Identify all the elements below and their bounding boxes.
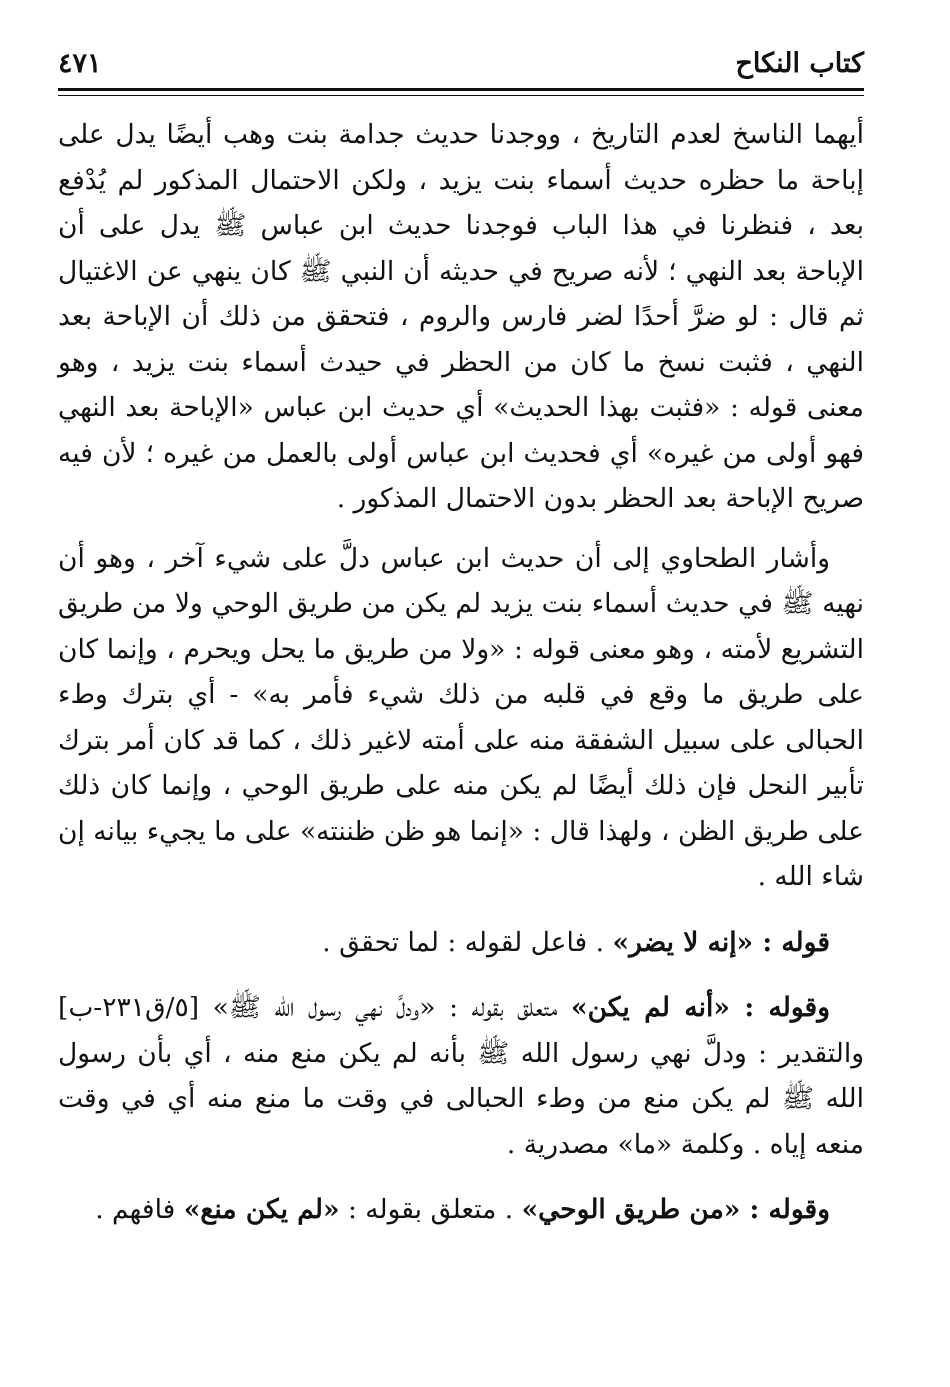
note-3 bbox=[58, 1187, 864, 1233]
paragraph-1: أيهما الناسخ لعدم التاريخ ، ووجدنا حديث جدامة بنت وهب أيضًا يدل على إباحة ما حظره حديث أسماء بنت يزيد ، ولكن الاحتمال المذكور لم يُدْفع بعد ، فنظرنا في هذا الباب فوجدنا حديث ابن عباس ﷺ يدل على أن الإباحة بعد النهي ؛ لأنه صريح في حديثه أن النبي ﷺ كان ينهي عن الاغتيال ثم قال : لو ضرَّ أحدًا لضر فارس والروم ، فتحقق من ذلك أن الإباحة بعد النهي ، فثبت نسخ ما كان من الحظر في حيدث أسماء بنت يزيد ، وهو معنى قوله : «فثبت بهذا الحديث» أي حديث ابن عباس «الإباحة بعد النهي فهو أولى من غيره» أي فحديث ابن عباس أولى بالعمل من غيره ؛ لأن فيه صريح الإباحة بعد الحظر بدون الاحتمال المذكور . bbox=[58, 119, 864, 514]
note-2-text: متعلق بقوله : «ودلَّ نهي رسول الله ﷺ» [٥/ق٢٣١-ب] والتقدير : ودلَّ نهي رسول الله ﷺ بأنه لم يكن منع منه ، أي بأن رسول الله ﷺ لم يكن منع من وطء الحبالى في وقت ما منع منه أي في وقت منعه إياه . وكلمة «ما» مصدرية . bbox=[58, 992, 864, 1160]
note-1-text: . فاعل لقوله : لما تحقق . bbox=[322, 926, 613, 958]
page-number: ٤٧١ bbox=[58, 48, 102, 79]
note-2-lead: وقوله : «أنه لم يكن» bbox=[571, 992, 830, 1023]
note-1 bbox=[58, 920, 864, 966]
note-3-lead: وقوله : «من طريق الوحي» bbox=[521, 1194, 830, 1225]
chapter-title: كتاب النكاح bbox=[735, 48, 864, 79]
header-rule-thin bbox=[58, 95, 864, 96]
page-header bbox=[58, 42, 864, 84]
note-2 bbox=[58, 985, 864, 1167]
header-rule-thick bbox=[58, 88, 864, 91]
note-3-tail: فافهم . bbox=[95, 1194, 184, 1225]
note-3-lead2: «لم يكن منع» bbox=[183, 1194, 340, 1225]
page-body bbox=[58, 112, 864, 1233]
note-3-text: . متعلق بقوله : bbox=[339, 1194, 522, 1225]
paragraph-2: وأشار الطحاوي إلى أن حديث ابن عباس دلَّ على شيء آخر ، وهو أن نهيه ﷺ في حديث أسماء بنت يزيد لم يكن من طريق الوحي ولا من طريق التشريع لأمته ، وهو معنى قوله : «ولا من طريق ما يحل ويحرم ، وإنما كان على طريق ما وقع في قلبه من ذلك شيء فأمر به» - أي بترك وطء الحبالى على سبيل الشفقة منه على أمته لاغير ذلك ، كما قد كان أمر بترك تأبير النحل فإن ذلك أيضًا لم يكن منه على طريق الوحي ، وإنما كان ذلك على طريق الظن ، ولهذا قال : «إنما هو ظن ظننته» على ما يجيء بيانه إن شاء الله . bbox=[58, 542, 864, 892]
note-1-lead: قوله : «إنه لا يضر» bbox=[612, 926, 830, 958]
